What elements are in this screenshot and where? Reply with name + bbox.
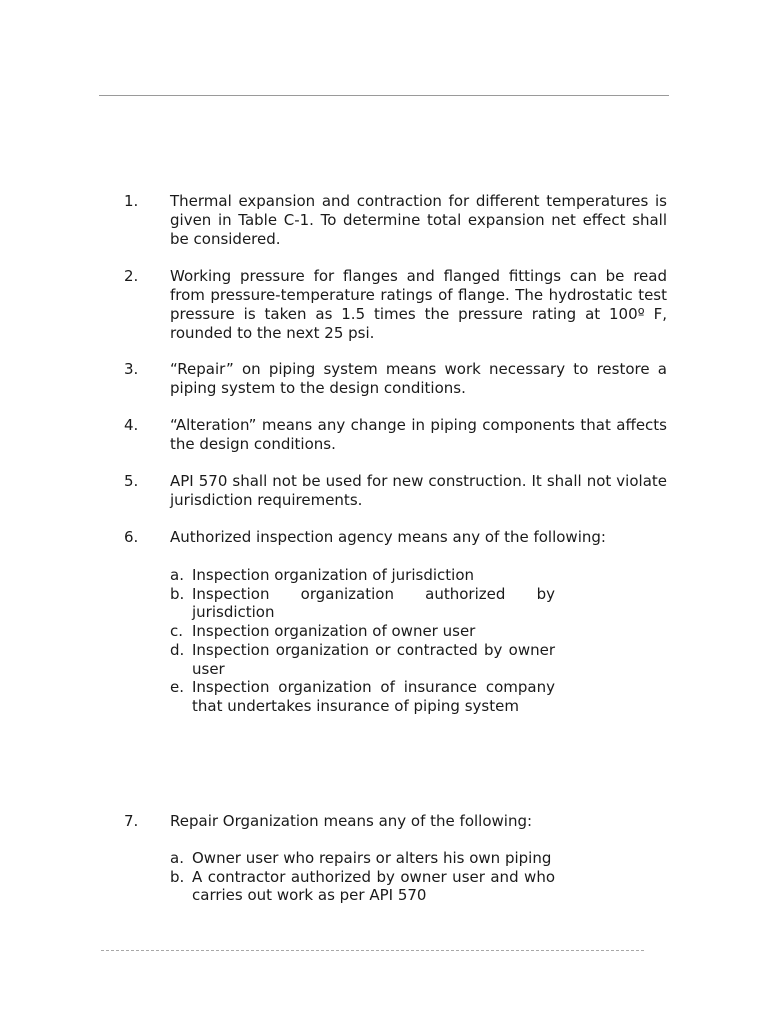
sublist-letter: c. [170, 622, 184, 641]
sublist-item [170, 641, 555, 678]
item-text: Working pressure for flanges and flanged fittings can be read from pressure-temperature ratings of flange. The hydrostatic test pressure is taken as 1.5 times the pressure rating at 100º F, rounded to the next 25 psi. [170, 267, 667, 342]
header-divider [99, 95, 669, 96]
sublist-text: A contractor authorized by owner user and who carries out work as per API 570 [192, 867, 555, 905]
item-number: 4. [124, 416, 139, 434]
sublist-text: Inspection organization of jurisdiction [192, 566, 474, 584]
item-text: Thermal expansion and contraction for different temperatures is given in Table C-1. To determine total expansion net effect shall be considered. [170, 192, 667, 248]
list-item-7 [124, 812, 667, 831]
sublist-text: Inspection organization or contracted by owner user [192, 640, 555, 678]
sublist-letter: b. [170, 584, 185, 603]
footer-divider [101, 950, 644, 951]
sublist-letter: a. [170, 849, 184, 867]
sublist-text: Owner user who repairs or alters his own piping [192, 849, 552, 867]
sublist-item [170, 585, 555, 622]
item-text: API 570 shall not be used for new construction. It shall not violate jurisdiction requirements. [170, 472, 667, 509]
list-item-6 [124, 528, 667, 547]
item-number: 6. [124, 528, 139, 546]
item-number: 5. [124, 472, 139, 490]
item-text: “Alteration” means any change in piping components that affects the design conditions. [170, 416, 667, 453]
item-number: 7. [124, 812, 139, 830]
item-6-sublist [170, 566, 555, 716]
sublist-item [170, 566, 555, 585]
sublist-text: Inspection organization of owner user [192, 622, 476, 641]
list-item-4 [124, 416, 667, 454]
item-text: Authorized inspection agency means any of the following: [170, 528, 606, 546]
item-text: “Repair” on piping system means work necessary to restore a piping system to the design conditions. [170, 360, 667, 397]
sublist-letter: a. [170, 566, 184, 584]
item-text: Repair Organization means any of the following: [170, 812, 533, 830]
sublist-item [170, 868, 555, 905]
sublist-item [170, 678, 555, 715]
item-number: 2. [124, 267, 139, 285]
sublist-item [170, 622, 555, 641]
item-number: 1. [124, 192, 139, 210]
sublist-letter: b. [170, 867, 185, 886]
list-item-2 [124, 267, 667, 343]
sublist-text: Inspection organization of insurance company that undertakes insurance of piping system [192, 678, 555, 715]
sublist-letter: e. [170, 678, 184, 697]
sublist-text: Inspection organization authorized by jurisdiction [192, 584, 555, 622]
item-number: 3. [124, 360, 139, 378]
list-item-3 [124, 360, 667, 398]
sublist-item [170, 849, 555, 868]
sublist-letter: d. [170, 640, 185, 659]
list-item-1 [124, 192, 667, 249]
item-7-sublist [170, 849, 555, 905]
list-item-5 [124, 472, 667, 510]
